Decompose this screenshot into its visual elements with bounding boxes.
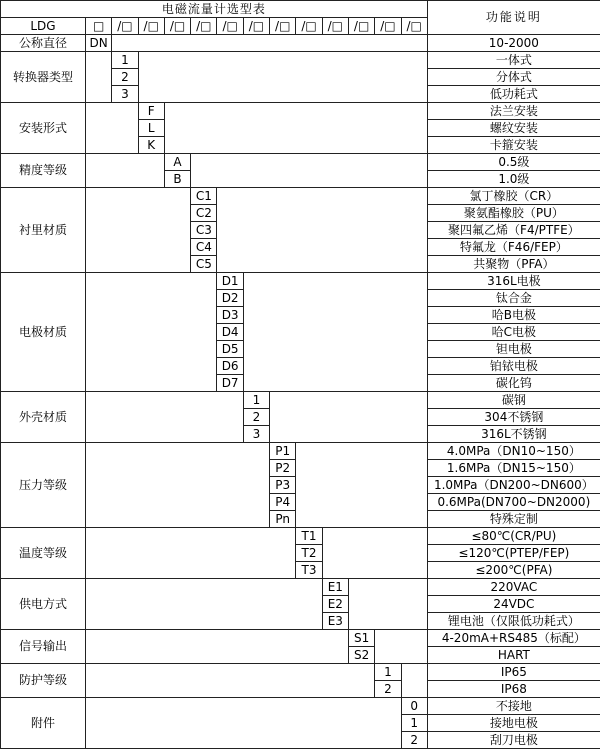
code-slot-box: /□ [401,18,427,35]
model-prefix: LDG [1,18,86,35]
option-code: 3 [112,86,138,103]
option-row [1,273,600,290]
option-description: 不接地 [427,698,600,715]
option-code: E1 [322,579,348,596]
option-row [1,579,600,596]
option-description: 聚四氟乙烯（F4/PTFE） [427,222,600,239]
option-description: 特氟龙（F46/FEP） [427,239,600,256]
option-description: IP65 [427,664,600,681]
spacer-cell [86,154,165,188]
option-description: 低功耗式 [427,86,600,103]
option-code: D2 [217,290,243,307]
option-description: 碳钢 [427,392,600,409]
option-description: 1.0级 [427,171,600,188]
option-row [1,443,600,460]
option-code: A [164,154,190,171]
option-description: 哈C电极 [427,324,600,341]
option-code: 1 [243,392,269,409]
option-code: K [138,137,164,154]
code-slot-box: /□ [138,18,164,35]
option-description: ≤120℃(PTEP/FEP) [427,545,600,562]
spacer-cell [217,188,427,273]
option-description: 钛合金 [427,290,600,307]
group-label: 公称直径 [1,35,86,52]
option-code: D7 [217,375,243,392]
option-code: F [138,103,164,120]
option-code: D1 [217,273,243,290]
option-code: P1 [270,443,296,460]
option-code: S2 [348,647,374,664]
option-code: C2 [191,205,217,222]
option-description: HART [427,647,600,664]
option-code: L [138,120,164,137]
option-code: 2 [375,681,401,698]
option-description: 法兰安装 [427,103,600,120]
option-description: 220VAC [427,579,600,596]
group-label: 附件 [1,698,86,749]
option-description: 316L电极 [427,273,600,290]
option-description: 0.6MPa(DN700~DN2000) [427,494,600,511]
spacer-cell [243,273,427,392]
code-slot-box: /□ [270,18,296,35]
option-code: 2 [243,409,269,426]
spacer-cell [86,664,375,698]
group-label: 压力等级 [1,443,86,528]
spacer-cell [112,35,428,52]
option-description: 0.5级 [427,154,600,171]
option-code: D4 [217,324,243,341]
spacer-cell [322,528,427,579]
option-code: T2 [296,545,322,562]
option-code: T1 [296,528,322,545]
group-label: 防护等级 [1,664,86,698]
option-description: 4-20mA+RS485（标配） [427,630,600,647]
option-row [1,188,600,205]
spacer-cell [375,630,428,664]
code-slot-box: /□ [164,18,190,35]
spacer-cell [86,528,296,579]
group-label: 温度等级 [1,528,86,579]
code-slot-box: /□ [217,18,243,35]
spacer-cell [86,392,244,443]
code-slot-box: /□ [243,18,269,35]
option-description: 共聚物（PFA） [427,256,600,273]
option-description: ≤80℃(CR/PU) [427,528,600,545]
option-code: Pn [270,511,296,528]
option-description: IP68 [427,681,600,698]
option-description: 氯丁橡胶（CR） [427,188,600,205]
option-code: 1 [401,715,427,732]
option-description: ≤200℃(PFA) [427,562,600,579]
spacer-cell [86,273,217,392]
option-row [1,392,600,409]
spacer-cell [86,188,191,273]
spacer-cell [86,630,349,664]
group-label: 转换器类型 [1,52,86,103]
option-row [1,154,600,171]
option-code: P3 [270,477,296,494]
code-slot-box: /□ [296,18,322,35]
option-code: C3 [191,222,217,239]
option-code: 3 [243,426,269,443]
option-description: 刮刀电极 [427,732,600,749]
option-code: D3 [217,307,243,324]
option-code: C4 [191,239,217,256]
option-description: 碳化钨 [427,375,600,392]
option-code: C1 [191,188,217,205]
option-code: T3 [296,562,322,579]
option-row [1,35,600,52]
spacer-cell [138,52,427,103]
option-description: 钽电极 [427,341,600,358]
option-row [1,664,600,681]
spacer-cell [86,579,323,630]
option-row [1,698,600,715]
option-description: 哈B电极 [427,307,600,324]
code-slot-box: /□ [375,18,401,35]
option-row [1,103,600,120]
option-code: E3 [322,613,348,630]
option-code: 1 [375,664,401,681]
option-description: 分体式 [427,69,600,86]
group-label: 外壳材质 [1,392,86,443]
spacer-cell [86,103,139,154]
option-row [1,52,600,69]
group-label: 信号输出 [1,630,86,664]
option-code: D6 [217,358,243,375]
option-description: 4.0MPa（DN10~150） [427,443,600,460]
option-code: P4 [270,494,296,511]
group-label: 衬里材质 [1,188,86,273]
option-description: 316L不锈钢 [427,426,600,443]
option-description: 锂电池（仅限低功耗式） [427,613,600,630]
code-slot-box: □ [86,18,112,35]
option-code: DN [86,35,112,52]
option-description: 螺纹安装 [427,120,600,137]
option-description: 10-2000 [427,35,600,52]
option-description: 24VDC [427,596,600,613]
option-code: S1 [348,630,374,647]
option-description: 1.6MPa（DN15~150） [427,460,600,477]
spacer-cell [86,52,112,103]
option-code: 2 [401,732,427,749]
title-row [1,1,600,18]
spacer-cell [401,664,427,698]
option-code: C5 [191,256,217,273]
spacer-cell [86,698,402,749]
option-code: B [164,171,190,188]
option-code: D5 [217,341,243,358]
spacer-cell [296,443,428,528]
option-description: 接地电极 [427,715,600,732]
option-description: 卡箍安装 [427,137,600,154]
spacer-cell [164,103,427,154]
spacer-cell [86,443,270,528]
group-label: 供电方式 [1,579,86,630]
option-description: 一体式 [427,52,600,69]
option-row [1,528,600,545]
option-description: 铂铱电极 [427,358,600,375]
option-code: 0 [401,698,427,715]
option-code: 1 [112,52,138,69]
spacer-cell [348,579,427,630]
option-code: 2 [112,69,138,86]
code-slot-box: /□ [112,18,138,35]
spacer-cell [191,154,428,188]
group-label: 精度等级 [1,154,86,188]
spacer-cell [270,392,428,443]
option-code: E2 [322,596,348,613]
function-description-header: 功能说明 [427,1,600,35]
option-description: 聚氨酯橡胶（PU） [427,205,600,222]
option-description: 特殊定制 [427,511,600,528]
code-slot-box: /□ [191,18,217,35]
option-groups [1,35,600,749]
table-title: 电磁流量计选型表 [1,1,428,18]
group-label: 电极材质 [1,273,86,392]
code-slot-box: /□ [348,18,374,35]
option-row [1,630,600,647]
group-label: 安装形式 [1,103,86,154]
option-description: 1.0MPa（DN200~DN600） [427,477,600,494]
option-code: P2 [270,460,296,477]
option-description: 304不锈钢 [427,409,600,426]
code-slot-box: /□ [322,18,348,35]
